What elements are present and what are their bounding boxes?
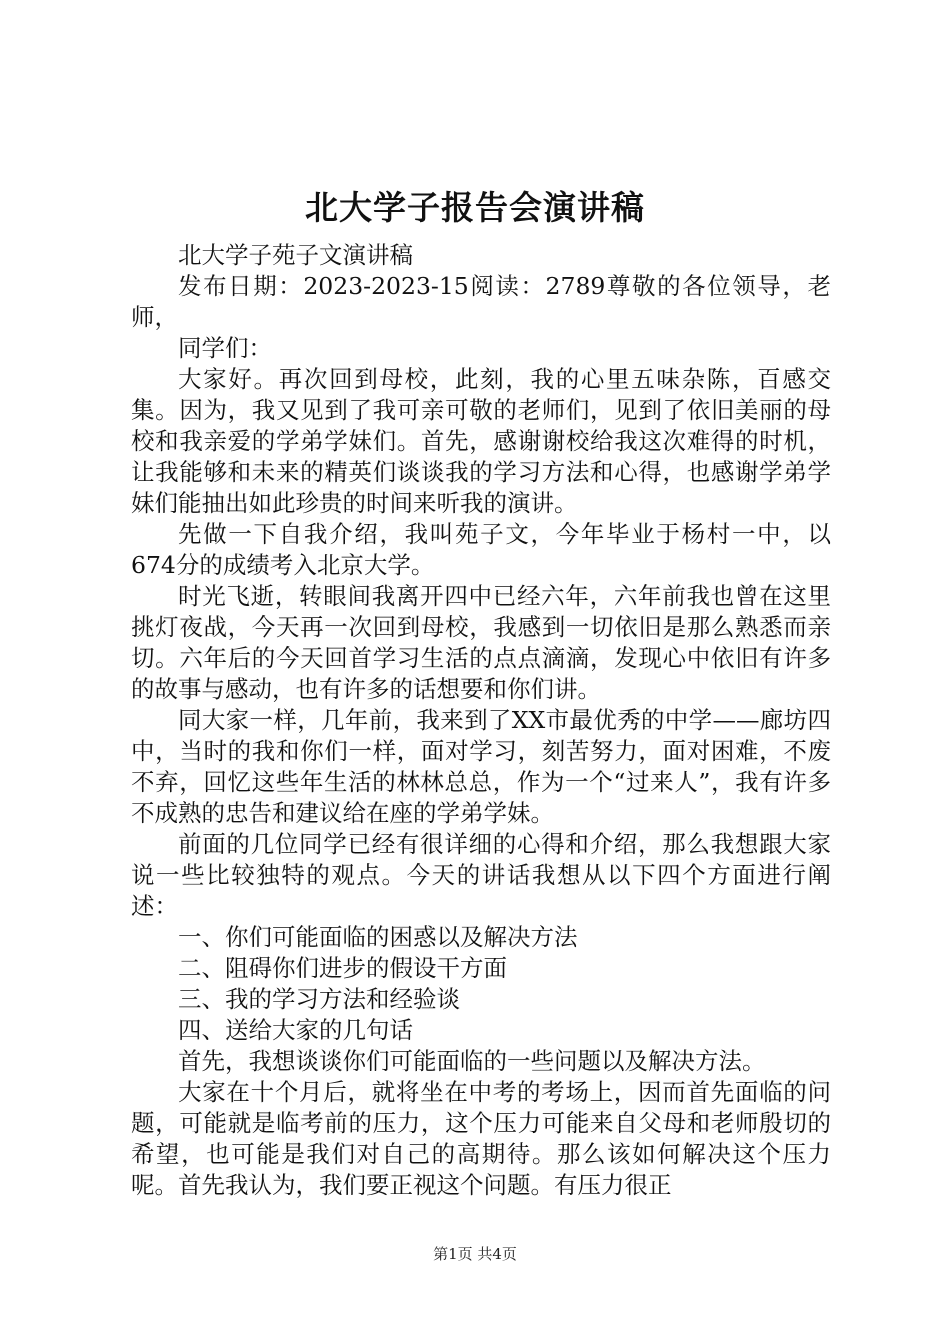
list-item: 二、阻碍你们进步的假设干方面 <box>178 954 507 982</box>
page-footer: 第1页 共4页 <box>433 1245 517 1263</box>
list-item: 一、你们可能面临的困惑以及解决方法 <box>178 923 578 951</box>
paragraph: 大家好。再次回到母校，此刻，我的心里五味杂陈，百感交集。因为，我又见到了我可亲可敬的老师们，见到了依旧美丽的母校和我亲爱的学弟学妹们。首先，感谢谢校给我这次难得的时机，让我能够和未来的精英们谈谈我的学习方法和心得，也感谢学弟学妹们能抽出如此珍贵的时间来听我的演讲。 <box>131 365 831 517</box>
list-item: 四、送给大家的几句话 <box>178 1016 413 1044</box>
paragraph: 同大家一样，几年前，我来到了XX市最优秀的中学——廊坊四中，当时的我和你们一样，面对学习，刻苦努力，面对困难，不废不弃，回忆这些年生活的林林总总，作为一个“过来人”，我有许多不成熟的忠告和建议给在座的学弟学妹。 <box>131 706 831 827</box>
paragraph: 大家在十个月后，就将坐在中考的考场上，因而首先面临的问题，可能就是临考前的压力，这个压力可能来自父母和老师殷切的希望，也可能是我们对自己的高期待。那么该如何解决这个压力呢。首先我认为，我们要正视这个问题。有压力很正 <box>131 1078 831 1199</box>
paragraph: 先做一下自我介绍，我叫苑子文，今年毕业于杨村一中，以674分的成绩考入北京大学。 <box>131 520 831 579</box>
document-body <box>131 240 831 1201</box>
paragraph: 北大学子苑子文演讲稿 <box>178 241 413 269</box>
paragraph: 发布日期：2023-2023-15阅读：2789尊敬的各位领导，老师， <box>131 272 831 331</box>
paragraph: 同学们： <box>178 334 272 362</box>
paragraph: 首先，我想谈谈你们可能面临的一些问题以及解决方法。 <box>178 1047 766 1075</box>
list-item: 三、我的学习方法和经验谈 <box>178 985 460 1013</box>
paragraph: 前面的几位同学已经有很详细的心得和介绍，那么我想跟大家说一些比较独特的观点。今天的讲话我想从以下四个方面进行阐述： <box>131 830 831 920</box>
paragraph: 时光飞逝，转眼间我离开四中已经六年，六年前我也曾在这里挑灯夜战，今天再一次回到母校，我感到一切依旧是那么熟悉而亲切。六年后的今天回首学习生活的点点滴滴，发现心中依旧有许多的故事与感动，也有许多的话想要和你们讲。 <box>131 582 831 703</box>
document-title: 北大学子报告会演讲稿 <box>305 188 645 227</box>
